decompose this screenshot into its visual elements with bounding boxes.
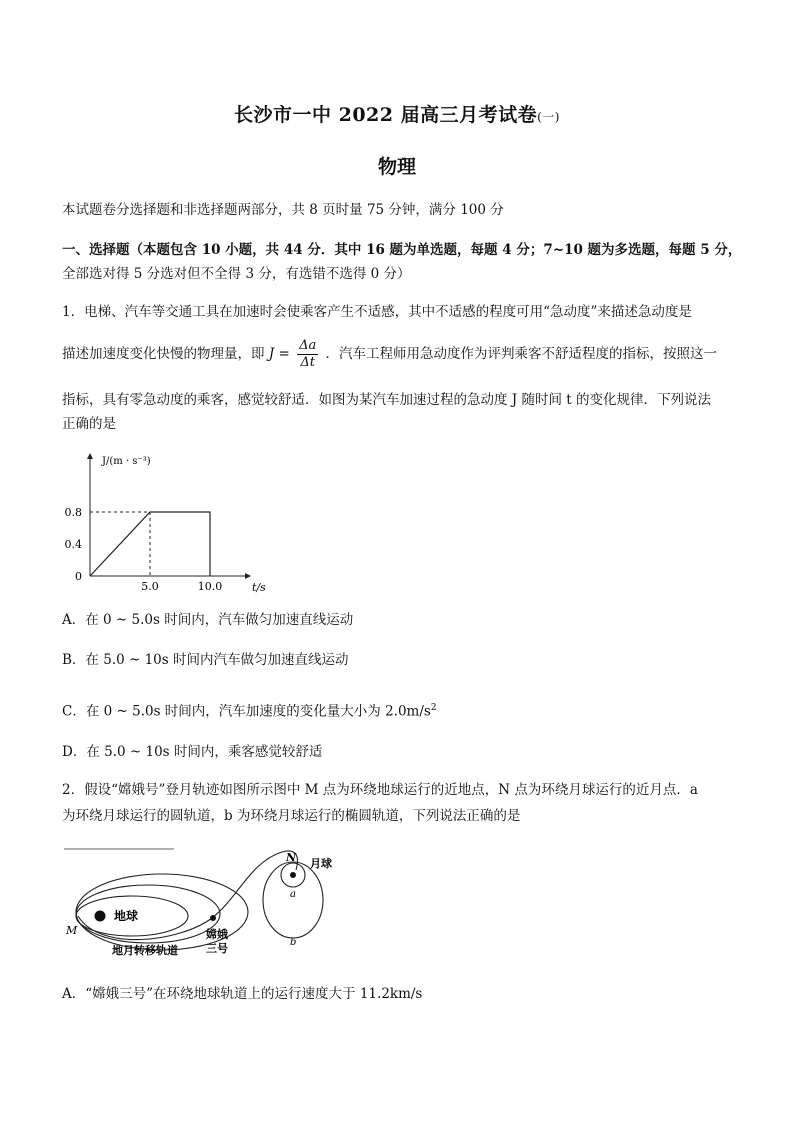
q1-line4: 正确的是 bbox=[62, 416, 116, 432]
y-tick-label: 0.4 bbox=[64, 538, 82, 551]
transfer-orbit bbox=[78, 851, 297, 940]
y-tick-label: 0.8 bbox=[64, 506, 82, 519]
q2-line2: 为环绕月球运行的圆轨道，b 为环绕月球运行的椭圆轨道，下列说法正确的是 bbox=[62, 808, 521, 824]
label-earth: 地球 bbox=[114, 909, 139, 923]
label-moon: 月球 bbox=[310, 857, 332, 870]
label-probe-line2: 三号 bbox=[206, 942, 228, 955]
section-heading-line2: 全部选对得 5 分选对但不全得 3 分，有选错不选得 0 分） bbox=[62, 266, 411, 282]
q1-option-b: B．在 5.0 ~ 10s 时间内汽车做匀加速直线运动 bbox=[62, 652, 349, 668]
label-transfer-orbit: 地月转移轨道 bbox=[112, 944, 178, 957]
q1-line2-pre: 描述加速度变化快慢的物理量，即 bbox=[62, 346, 265, 362]
formula-numerator: Δa bbox=[299, 338, 317, 353]
label-probe-line1: 嫦娥 bbox=[206, 928, 228, 941]
q1-line3: 指标，具有零急动度的乘客，感觉较舒适．如图为某汽车加速过程的急动度 J 随时间 t 的变化规律．下列说法 bbox=[62, 392, 712, 408]
x-tick-label: 10.0 bbox=[197, 580, 223, 593]
title-text: 长沙市一中 2022 届高三月考试卷 bbox=[234, 104, 538, 126]
q1-line2 bbox=[62, 338, 738, 371]
label-a: a bbox=[290, 889, 296, 900]
subject-heading: 物理 bbox=[377, 156, 416, 178]
x-axis-label: t/s bbox=[252, 581, 266, 594]
q1-option-d: D．在 5.0 ~ 10s 时间内，乘客感觉较舒适 bbox=[62, 744, 323, 760]
formula-denominator: Δt bbox=[300, 355, 315, 370]
q1-option-c bbox=[62, 698, 738, 722]
q1-line2-post: ．汽车工程师用急动度作为评判乘客不舒适程度的指标，按照这一 bbox=[325, 346, 718, 362]
y-axis-label: J/(m · s⁻³) bbox=[102, 456, 151, 467]
page-title bbox=[0, 100, 794, 127]
moon-icon bbox=[290, 872, 296, 878]
title-suffix: (一) bbox=[537, 110, 560, 124]
earth-moon-orbit-figure bbox=[60, 842, 360, 962]
q1-option-c-text: C．在 0 ~ 5.0s 时间内，汽车加速度的变化量大小为 2.0m/s bbox=[62, 703, 431, 720]
q2-line1: 2．假设“嫦娥号”登月轨迹如图所示图中 M 点为环绕地球运行的近地点，N 点为环绕月球运行的近月点．a bbox=[62, 782, 698, 798]
q1-option-a: A．在 0 ~ 5.0s 时间内，汽车做匀加速直线运动 bbox=[62, 612, 354, 628]
section-heading-line1: 一、选择题（本题包含 10 小题，共 44 分．其中 16 题为单选题，每题 4 分；7~10 题为多选题，每题 5 分， bbox=[62, 242, 742, 258]
q1-option-c-sup: 2 bbox=[430, 703, 437, 713]
probe-icon bbox=[210, 915, 216, 921]
formula-fraction bbox=[297, 338, 318, 371]
q2-option-a: A．“嫦娥三号”在环绕地球轨道上的运行速度大于 11.2km/s bbox=[62, 986, 423, 1002]
jerk-time-chart bbox=[60, 448, 290, 598]
q1-line1: 1．电梯、汽车等交通工具在加速时会使乘客产生不适感，其中不适感的程度可用“急动度”来描述急动度是 bbox=[62, 304, 692, 320]
label-n: N bbox=[286, 851, 297, 864]
label-b: b bbox=[290, 937, 297, 948]
earth-icon bbox=[95, 911, 106, 922]
label-m: M bbox=[66, 924, 78, 937]
intro-text: 本试题卷分选择题和非选择题两部分，共 8 页时量 75 分钟，满分 100 分 bbox=[62, 202, 504, 218]
y-tick-label: 0 bbox=[75, 570, 82, 583]
x-tick-label: 5.0 bbox=[141, 580, 159, 593]
formula-lhs: J = bbox=[268, 346, 290, 362]
